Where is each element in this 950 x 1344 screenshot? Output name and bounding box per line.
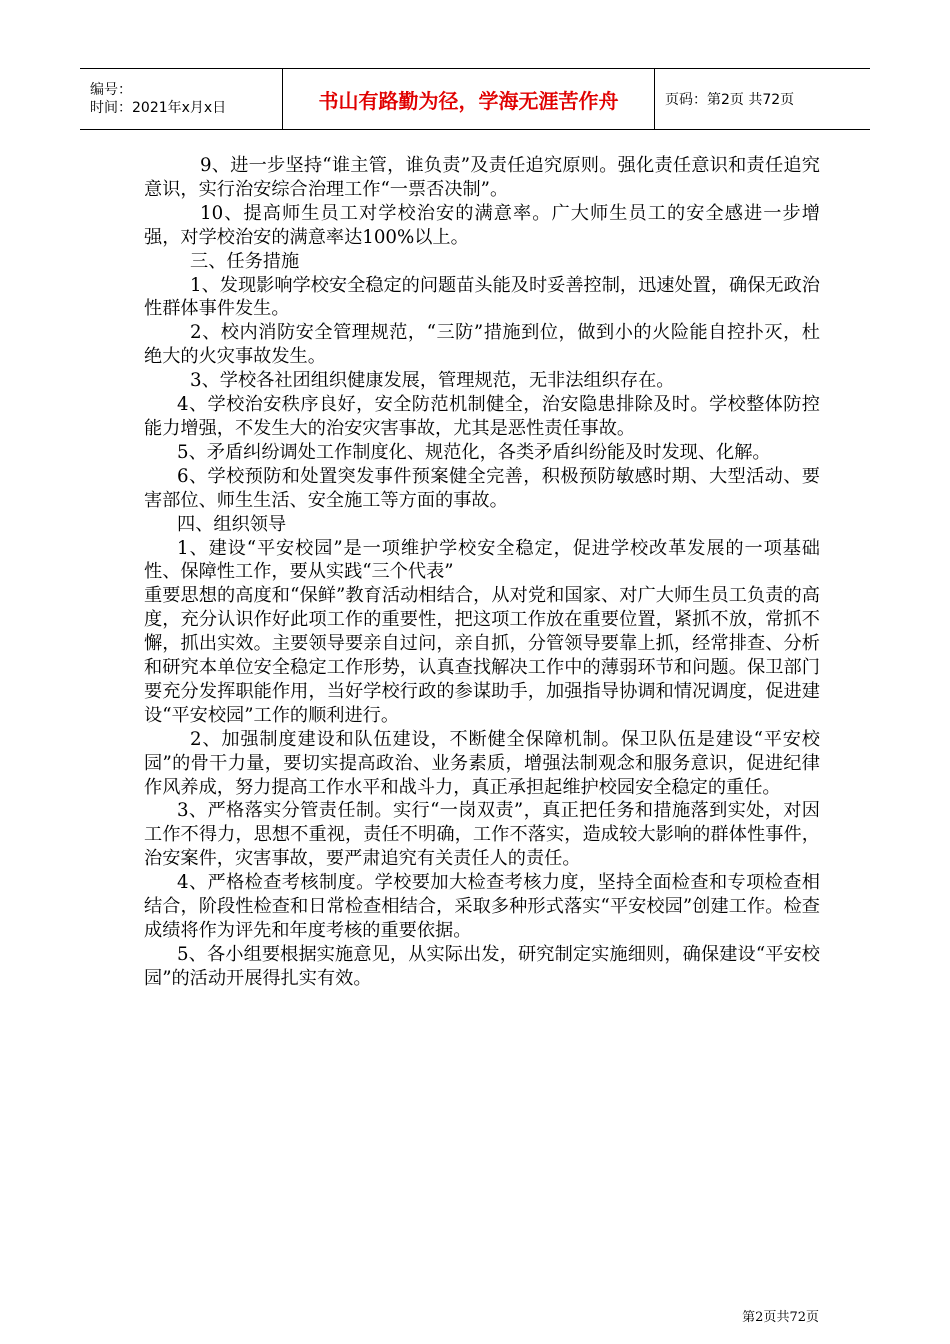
- body-paragraph: 4、严格检查考核制度。学校要加大检查考核力度，坚持全面检查和专项检查相结合，阶段性检查和日常检查相结合，采取多种形式落实“平安校园”创建工作。检查成绩将作为评先和年度考核的重要依据。: [144, 872, 820, 941]
- body-paragraph: 5、各小组要根据实施意见，从实际出发，研究制定实施细则，确保建设“平安校园”的活动开展得扎实有效。: [144, 943, 820, 989]
- body-paragraph: 10、提高师生员工对学校治安的满意率。广大师生员工的安全感进一步增强，对学校治安的满意率达100%以上。: [144, 202, 820, 248]
- body-paragraph: 1、发现影响学校安全稳定的问题苗头能及时妥善控制，迅速处置，确保无政治性群体事件发生。: [144, 274, 820, 320]
- body-paragraph: 2、加强制度建设和队伍建设，不断健全保障机制。保卫队伍是建设“平安校园”的骨干力量，要切实提高政治、业务素质，增强法制观念和服务意识，促进纪律作风养成，努力提高工作水平和战斗力，真正承担起维护校园安全稳定的重任。: [144, 728, 820, 798]
- body-paragraph: 四、组织领导: [177, 513, 287, 535]
- header-page-info: 页码：第2页 共72页: [665, 92, 795, 108]
- header-motto-cell: [282, 69, 655, 129]
- body-paragraph: 6、学校预防和处置突发事件预案健全完善，积极预防敏感时期、大型活动、要害部位、师生生活、安全施工等方面的事故。: [144, 465, 820, 511]
- document-header: [80, 68, 870, 130]
- body-paragraph: 4、学校治安秩序良好，安全防范机制健全，治安隐患排除及时。学校整体防控能力增强，不发生大的治安灾害事故，尤其是恶性责任事故。: [144, 394, 820, 439]
- page-footer: 第2页共72页: [742, 1310, 819, 1325]
- header-motto: 书山有路勤为径，学海无涯苦作舟: [318, 88, 619, 113]
- header-number: 编号：: [90, 82, 132, 98]
- body-paragraph: 3、学校各社团组织健康发展，管理规范，无非法组织存在。: [190, 370, 675, 392]
- body-paragraph: 2、校内消防安全管理规范，“三防”措施到位，做到小的火险能自控扑灭，杜绝大的火灾事故发生。: [144, 322, 820, 368]
- document-body: [144, 154, 820, 991]
- header-meta: [80, 69, 282, 129]
- body-paragraph: 重要思想的高度和“保鲜”教育活动相结合，从对党和国家、对广大师生员工负责的高度，充分认识作好此项工作的重要性，把这项工作放在重要位置，紧抓不放，常抓不懈，抓出实效。主要领导要亲自过问，亲自抓，分管领导要靠上抓，经常排查、分析和研究本单位安全稳定工作形势，认真查找解决工作中的薄弱环节和问题。保卫部门要充分发挥职能作用，当好学校行政的参谋助手，加强指导协调和情况调度，促进建设“平安校园”工作的顺利进行。: [144, 585, 820, 726]
- body-paragraph: 三、任务措施: [190, 250, 300, 272]
- body-paragraph: 3、严格落实分管责任制。实行“一岗双责”，真正把任务和措施落到实处，对因工作不得力，思想不重视，责任不明确，工作不落实，造成较大影响的群体性事件，治安案件，灾害事故，要严肃追究有关责任人的责任。: [144, 800, 820, 870]
- header-time: 时间：2021年x月x日: [90, 100, 227, 116]
- body-paragraph: 9、进一步坚持“谁主管，谁负责”及责任追究原则。强化责任意识和责任追究意识，实行治安综合治理工作“一票否决制”。: [144, 155, 820, 200]
- body-paragraph: 5、矛盾纠纷调处工作制度化、规范化，各类矛盾纠纷能及时发现、化解。: [177, 441, 771, 463]
- body-paragraph: 1、建设“平安校园”是一项维护学校安全稳定，促进学校改革发展的一项基础性、保障性工作，要从实践“三个代表”: [144, 537, 820, 583]
